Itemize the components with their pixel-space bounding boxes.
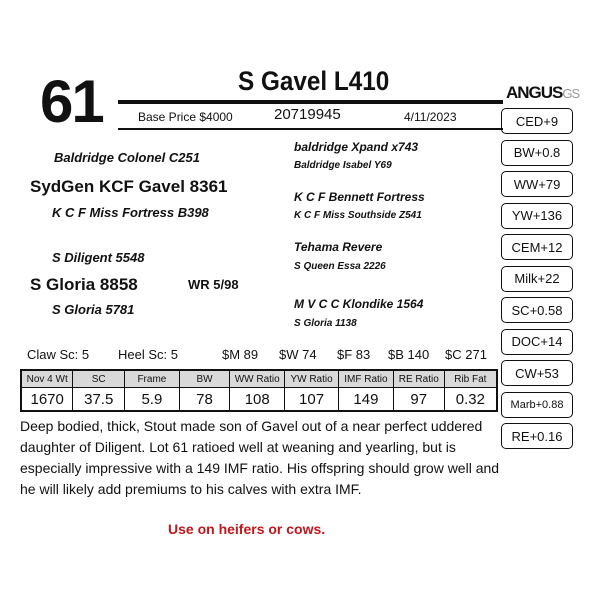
pedigree-dam-dam: S Gloria 5781: [52, 302, 135, 317]
epd-ced: CED+9: [501, 108, 573, 134]
epd-yw: YW+136: [501, 203, 573, 229]
index-m: $M 89: [222, 347, 259, 362]
pedigree-ancestor: M V C C Klondike 1564: [294, 297, 424, 311]
value-cell: 149: [338, 388, 393, 412]
breed-logo: [506, 84, 579, 101]
epd-ww: WW+79: [501, 171, 573, 197]
pedigree-ancestor: Tehama Revere: [294, 240, 383, 254]
header-cell: SC: [73, 370, 125, 388]
description: Deep bodied, thick, Stout made son of Gavel out of a near perfect uddered daughter of Diligent. Lot 61 ratioed well at weaning and yearling, but is especially impressive with a 149 IMF ratio. His offspring should grow well and he will likely add premiums to his calves with extra IMF.: [20, 418, 500, 497]
value-cell: 107: [285, 388, 339, 412]
header-cell: YW Ratio: [285, 370, 339, 388]
recommendation: Use on heifers or cows.: [168, 521, 326, 537]
pedigree-ancestor: K C F Miss Southside Z541: [294, 210, 422, 221]
header-cell: Frame: [125, 370, 180, 388]
pedigree-ancestor: S Queen Essa 2226: [294, 261, 386, 272]
claw-score: Claw Sc: 5: [27, 347, 90, 362]
epd-doc: DOC+14: [501, 329, 573, 355]
breed-logo-text: ANGUS: [506, 83, 563, 102]
pedigree-sire-sire: Baldridge Colonel C251: [54, 150, 200, 165]
pedigree-ancestor: K C F Bennett Fortress: [294, 190, 425, 204]
birth-date: 4/11/2023: [404, 110, 457, 124]
performance-value-row: [21, 388, 497, 412]
heel-score: Heel Sc: 5: [118, 347, 178, 362]
lot-number: 61: [40, 68, 103, 135]
value-cell: 37.5: [73, 388, 125, 412]
index-w: $W 74: [279, 347, 317, 362]
value-cell: 5.9: [125, 388, 180, 412]
value-cell: 0.32: [444, 388, 497, 412]
header-cell: WW Ratio: [230, 370, 285, 388]
index-f: $F 83: [337, 347, 371, 362]
pedigree-sire-dam: K C F Miss Fortress B398: [52, 205, 209, 220]
pedigree-sire: SydGen KCF Gavel 8361: [30, 177, 228, 196]
animal-name: S Gavel L410: [238, 66, 390, 96]
performance-table: [20, 369, 498, 412]
pedigree-dam-sire: S Diligent 5548: [52, 250, 145, 265]
header-cell: Rib Fat: [444, 370, 497, 388]
index-c: $C 271: [445, 347, 487, 362]
pedigree-ancestor: Baldridge Isabel Y69: [294, 160, 392, 171]
value-cell: 97: [393, 388, 444, 412]
header-cell: RE Ratio: [393, 370, 444, 388]
performance-header-row: [21, 370, 497, 388]
dam-wr: WR 5/98: [188, 277, 239, 292]
base-price: Base Price $4000: [138, 110, 233, 124]
epd-cw: CW+53: [501, 360, 573, 386]
header-cell: BW: [179, 370, 230, 388]
epd-re: RE+0.16: [501, 423, 573, 449]
epd-column: [501, 108, 573, 455]
value-cell: 78: [179, 388, 230, 412]
index-b: $B 140: [388, 347, 430, 362]
epd-milk: Milk+22: [501, 266, 573, 292]
value-cell: 108: [230, 388, 285, 412]
epd-cem: CEM+12: [501, 234, 573, 260]
epd-bw: BW+0.8: [501, 140, 573, 166]
epd-marb: Marb+0.88: [501, 392, 573, 418]
header-cell: IMF Ratio: [338, 370, 393, 388]
value-cell: 1670: [21, 388, 73, 412]
registration-number: 20719945: [274, 106, 341, 123]
epd-sc: SC+0.58: [501, 297, 573, 323]
pedigree-ancestor: baldridge Xpand x743: [294, 140, 419, 154]
pedigree-ancestor: S Gloria 1138: [294, 318, 357, 329]
header-cell: Nov 4 Wt: [21, 370, 73, 388]
breed-logo-suffix: GS: [562, 86, 580, 101]
pedigree-dam: S Gloria 8858: [30, 275, 138, 294]
